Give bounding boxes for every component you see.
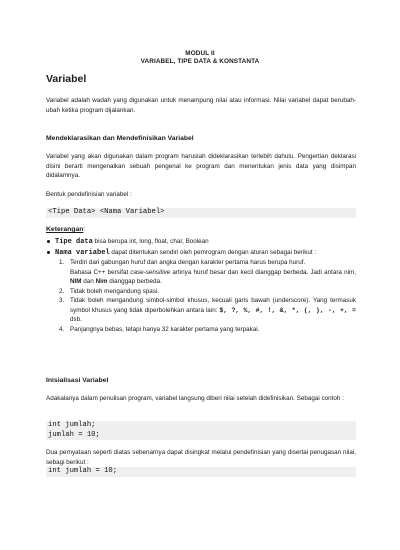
heading-variabel: Variabel — [46, 73, 87, 85]
bullet-term: Nama variabel — [55, 248, 110, 257]
intro-paragraph: Variabel adalah wadah yang digunakan untuk menampung nilai atau informasi. Nilai variabel dapat berubah-ubah ketika program dijalankan. — [46, 97, 356, 114]
module-number: MODUL II — [185, 50, 215, 57]
list-item — [46, 237, 356, 248]
deklarasi-paragraph: Variabel yang akan digunakan dalam program haruslah dideklarasikan terlebih dahulu. Pengertian deklarasi disini berarti mengenalkan sebuah pengenal ke program dan menentukan jenis data yang disimpan didalamnya. — [46, 153, 356, 179]
list-item — [46, 248, 356, 335]
rule-item — [55, 325, 356, 335]
rule-text: Terdiri dari gabungan huruf dan angka dengan karakter pertama harus berupa huruf. — [70, 259, 306, 266]
keterangan-heading — [46, 226, 85, 233]
rule-note-text: artinya huruf besar dan kecil dianggap berbeda. Jadi antara nim, — [170, 268, 356, 276]
keterangan-colon: : — [83, 226, 86, 233]
rule-note-text: dan — [81, 278, 96, 285]
rule-note — [70, 268, 356, 287]
rule-text: Tidak boleh mengandung simbol-simbol khusus, kecuali garis bawah (underscore). Yang termasuk symbol khusus yang tidak diperbolehkan antara lain: — [70, 297, 356, 314]
rule-note-bold: Nim — [95, 278, 108, 285]
rule-number: 4. — [59, 325, 65, 333]
rule-note-bold: NIM — [70, 278, 82, 285]
heading-deklarasi: Mendeklarasikan dan Mendefinisikan Variabel — [46, 135, 194, 142]
inisialisasi-paragraph: Adakalanya dalam penulisan program, variabel langsung diberi nilai setelah didefinisikan. Sebagai contoh : — [46, 395, 344, 402]
rule-item — [55, 287, 356, 297]
bullet-term: Tipe data — [55, 238, 93, 246]
rule-note-italic: case-sensitive — [130, 268, 171, 276]
rule-text: Panjangnya bebas, tetapi hanya 32 karakter pertama yang terpakai. — [70, 325, 260, 333]
rule-note-text: Bahasa C++ bersifat — [70, 268, 131, 276]
bullet-text: bisa berupa int, long, float, char, Boolean — [92, 238, 209, 245]
syntax-code-block — [46, 208, 356, 218]
bullet-text: dapat ditentukan sendiri oleh pemrogram dengan aturan sebagai berikut : — [109, 248, 317, 256]
keterangan-label: Keterangan — [46, 226, 84, 233]
rule-symbols: $, ?, %, #, !, &, *, (, ), -, +, = — [219, 306, 356, 314]
rule-text: Tidak boleh mengandung spasi. — [70, 287, 160, 295]
code-block-2 — [46, 467, 356, 477]
code-block-1 — [46, 421, 356, 440]
bullet-icon — [47, 251, 50, 254]
dua-paragraph: Dua pernyataan seperti diatas sebenarnya dapat disingkat melalui pendefinisian yang disertai penugasan nilai, sebagi berikut : — [46, 449, 356, 466]
code-line: jumlah = 10; — [48, 430, 100, 439]
heading-inisialisasi: Inisialisasi Variabel — [46, 377, 109, 384]
code-line: int jumlah; — [48, 421, 96, 429]
rule-item — [55, 258, 356, 287]
syntax-code-line: <Tipe Data> <Nama Variabel> — [48, 208, 165, 216]
module-title: VARIABEL, TIPE DATA & KONSTANTA — [140, 58, 260, 65]
bentuk-label: Bentuk pendefinisian variabel : — [46, 191, 132, 198]
rule-text: dsb. — [70, 316, 82, 323]
rule-number: 3. — [59, 297, 65, 304]
rule-number: 2. — [59, 287, 65, 295]
rule-note-text: dianggap berbeda. — [107, 278, 162, 285]
code-line: int jumlah = 10; — [48, 467, 118, 475]
rule-number: 1. — [59, 259, 65, 266]
keterangan-list — [46, 237, 356, 334]
rule-item — [55, 296, 356, 325]
bullet-icon — [47, 240, 50, 243]
naming-rules-list — [55, 258, 356, 334]
